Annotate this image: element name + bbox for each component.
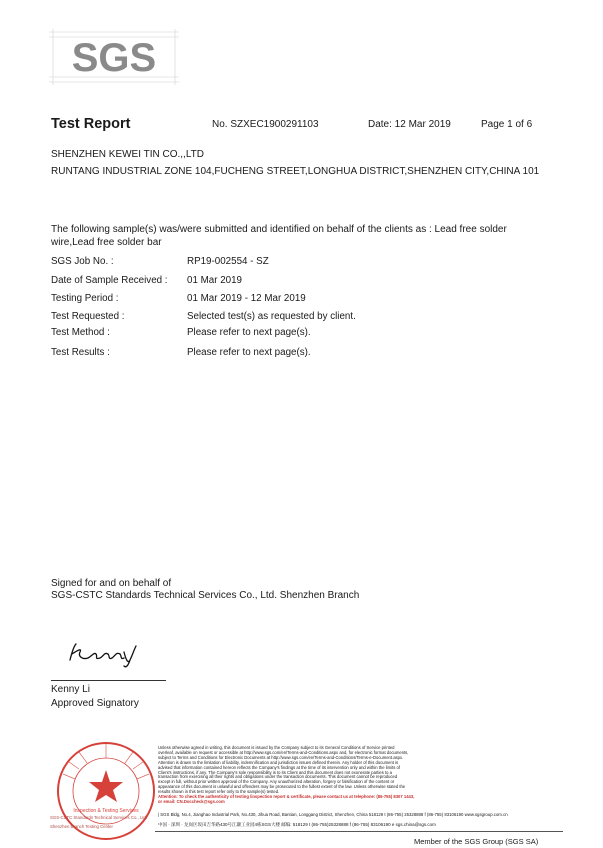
field-value-requested: Selected test(s) as requested by client.	[187, 311, 356, 322]
field-label-period: Testing Period :	[51, 293, 119, 304]
signature-graphic	[64, 638, 144, 670]
signatory-role: Approved Signatory	[51, 698, 139, 709]
disclaimer-line: overleaf, available on request or accessible at http://www.sgs.com/en/Terms-and-Conditions.aspx and, for electronic format documents,	[158, 749, 409, 755]
disclaimer	[158, 746, 538, 805]
authenticity-email: or email: CN.Doccheck@sgs.com	[158, 798, 225, 804]
disclaimer-line: Unless otherwise agreed in writing, this document is issued by the Company subject to its General Conditions of Service printed	[158, 745, 395, 750]
signed-line-2: SGS-CSTC Standards Technical Services Co., Ltd. Shenzhen Branch	[51, 590, 360, 601]
page-title: Test Report	[51, 116, 131, 132]
client-name: SHENZHEN KEWEI TIN CO.,,LTD	[51, 149, 204, 160]
report-number: No. SZXEC1900291103	[212, 119, 319, 130]
intro-line-2: wire,Lead free solder bar	[51, 237, 162, 248]
sgs-logo-text: SGS	[71, 36, 157, 80]
field-label-method: Test Method :	[51, 327, 110, 338]
footer-divider	[155, 831, 563, 832]
disclaimer-line: advised that information contained hereon reflects the Company's findings at the time of its intervention only and within the limits of	[158, 764, 400, 770]
disclaimer-line: appearance of this document is unlawful and offenders may be prosecuted to the fullest extent of the law. Unless otherwise stated the	[158, 784, 406, 790]
client-address: RUNTANG INDUSTRIAL ZONE 104,FUCHENG STREET,LONGHUA DISTRICT,SHENZHEN CITY,CHINA 101	[51, 166, 540, 177]
field-value-received: 01 Mar 2019	[187, 275, 243, 286]
disclaimer-line: subject to Terms and Conditions for Electronic Documents at http://www.sgs.com/en/Terms-and-Conditions/Terms-e-Document.aspx.	[158, 754, 404, 760]
disclaimer-line: results shown in this test report refer only to the sample(s) tested.	[158, 789, 280, 795]
signatory-name: Kenny Li	[51, 684, 90, 695]
stamp-center-text: Inspection & Testing Services	[73, 808, 139, 814]
address-chinese: 中国 · 深圳 · 龙岗区坂田吉华路430号江灏工业园4栋SGS大楼 邮编: 518129 t (86-755)25328888 f (86-755) 83106190 e sgs.china@sgs.com	[158, 822, 436, 827]
disclaimer-line: Client's instructions, if any. The Company's sole responsibility is to its Client and this document does not exonerate parties to a	[158, 769, 392, 775]
field-label-results: Test Results :	[51, 347, 110, 358]
disclaimer-line: except in full, without prior written approval of the Company. Any unauthorized alteration, forgery or falsification of the content or	[158, 779, 395, 785]
sgs-logo-graphic	[49, 29, 179, 85]
disclaimer-line: Attention is drawn to the limitation of liability, indemnification and jurisdiction issues defined therein. Any holder of this document is	[158, 759, 399, 765]
field-label-job-no: SGS Job No. :	[51, 256, 114, 267]
stamp-note-1: SGS-CSTC Standards Technical Services Co., Ltd.	[50, 815, 148, 820]
field-label-requested: Test Requested :	[51, 311, 125, 322]
signed-line-1: Signed for and on behalf of	[51, 578, 172, 589]
sgs-logo	[49, 29, 179, 85]
field-value-results: Please refer to next page(s).	[187, 347, 311, 358]
signature	[64, 638, 144, 675]
field-value-method: Please refer to next page(s).	[187, 327, 311, 338]
stamp-note-2: Shenzhen Branch Testing Center	[50, 824, 113, 829]
page-number: Page 1 of 6	[481, 119, 533, 130]
authenticity-notice: Attention: To check the authenticity of testing /inspection report & certificate, please contact us at telephone: (86-755) 8307 1443,	[158, 794, 415, 800]
address-english: | SGS Bldg, No.4, Jianghao Industrial Park, No.430, Jihua Road, Bantian, Longgang District, Shenzhen, China 518129 t (86-755) 25328888 f (86-755) 83106190 www.sgsgroup.com.cn	[158, 812, 508, 817]
field-value-period: 01 Mar 2019 - 12 Mar 2019	[187, 293, 306, 304]
footer-member: Member of the SGS Group (SGS SA)	[414, 837, 539, 846]
field-label-received: Date of Sample Received :	[51, 275, 168, 286]
report-date: Date: 12 Mar 2019	[368, 119, 451, 130]
field-value-job-no: RP19-002554 - SZ	[187, 256, 269, 267]
intro-line-1: The following sample(s) was/were submitted and identified on behalf of the clients as : Lead free solder	[51, 224, 507, 235]
signature-line	[51, 680, 166, 681]
disclaimer-line: transaction from exercising all their rights and obligations under the transaction documents. This document cannot be reproduced	[158, 774, 398, 780]
